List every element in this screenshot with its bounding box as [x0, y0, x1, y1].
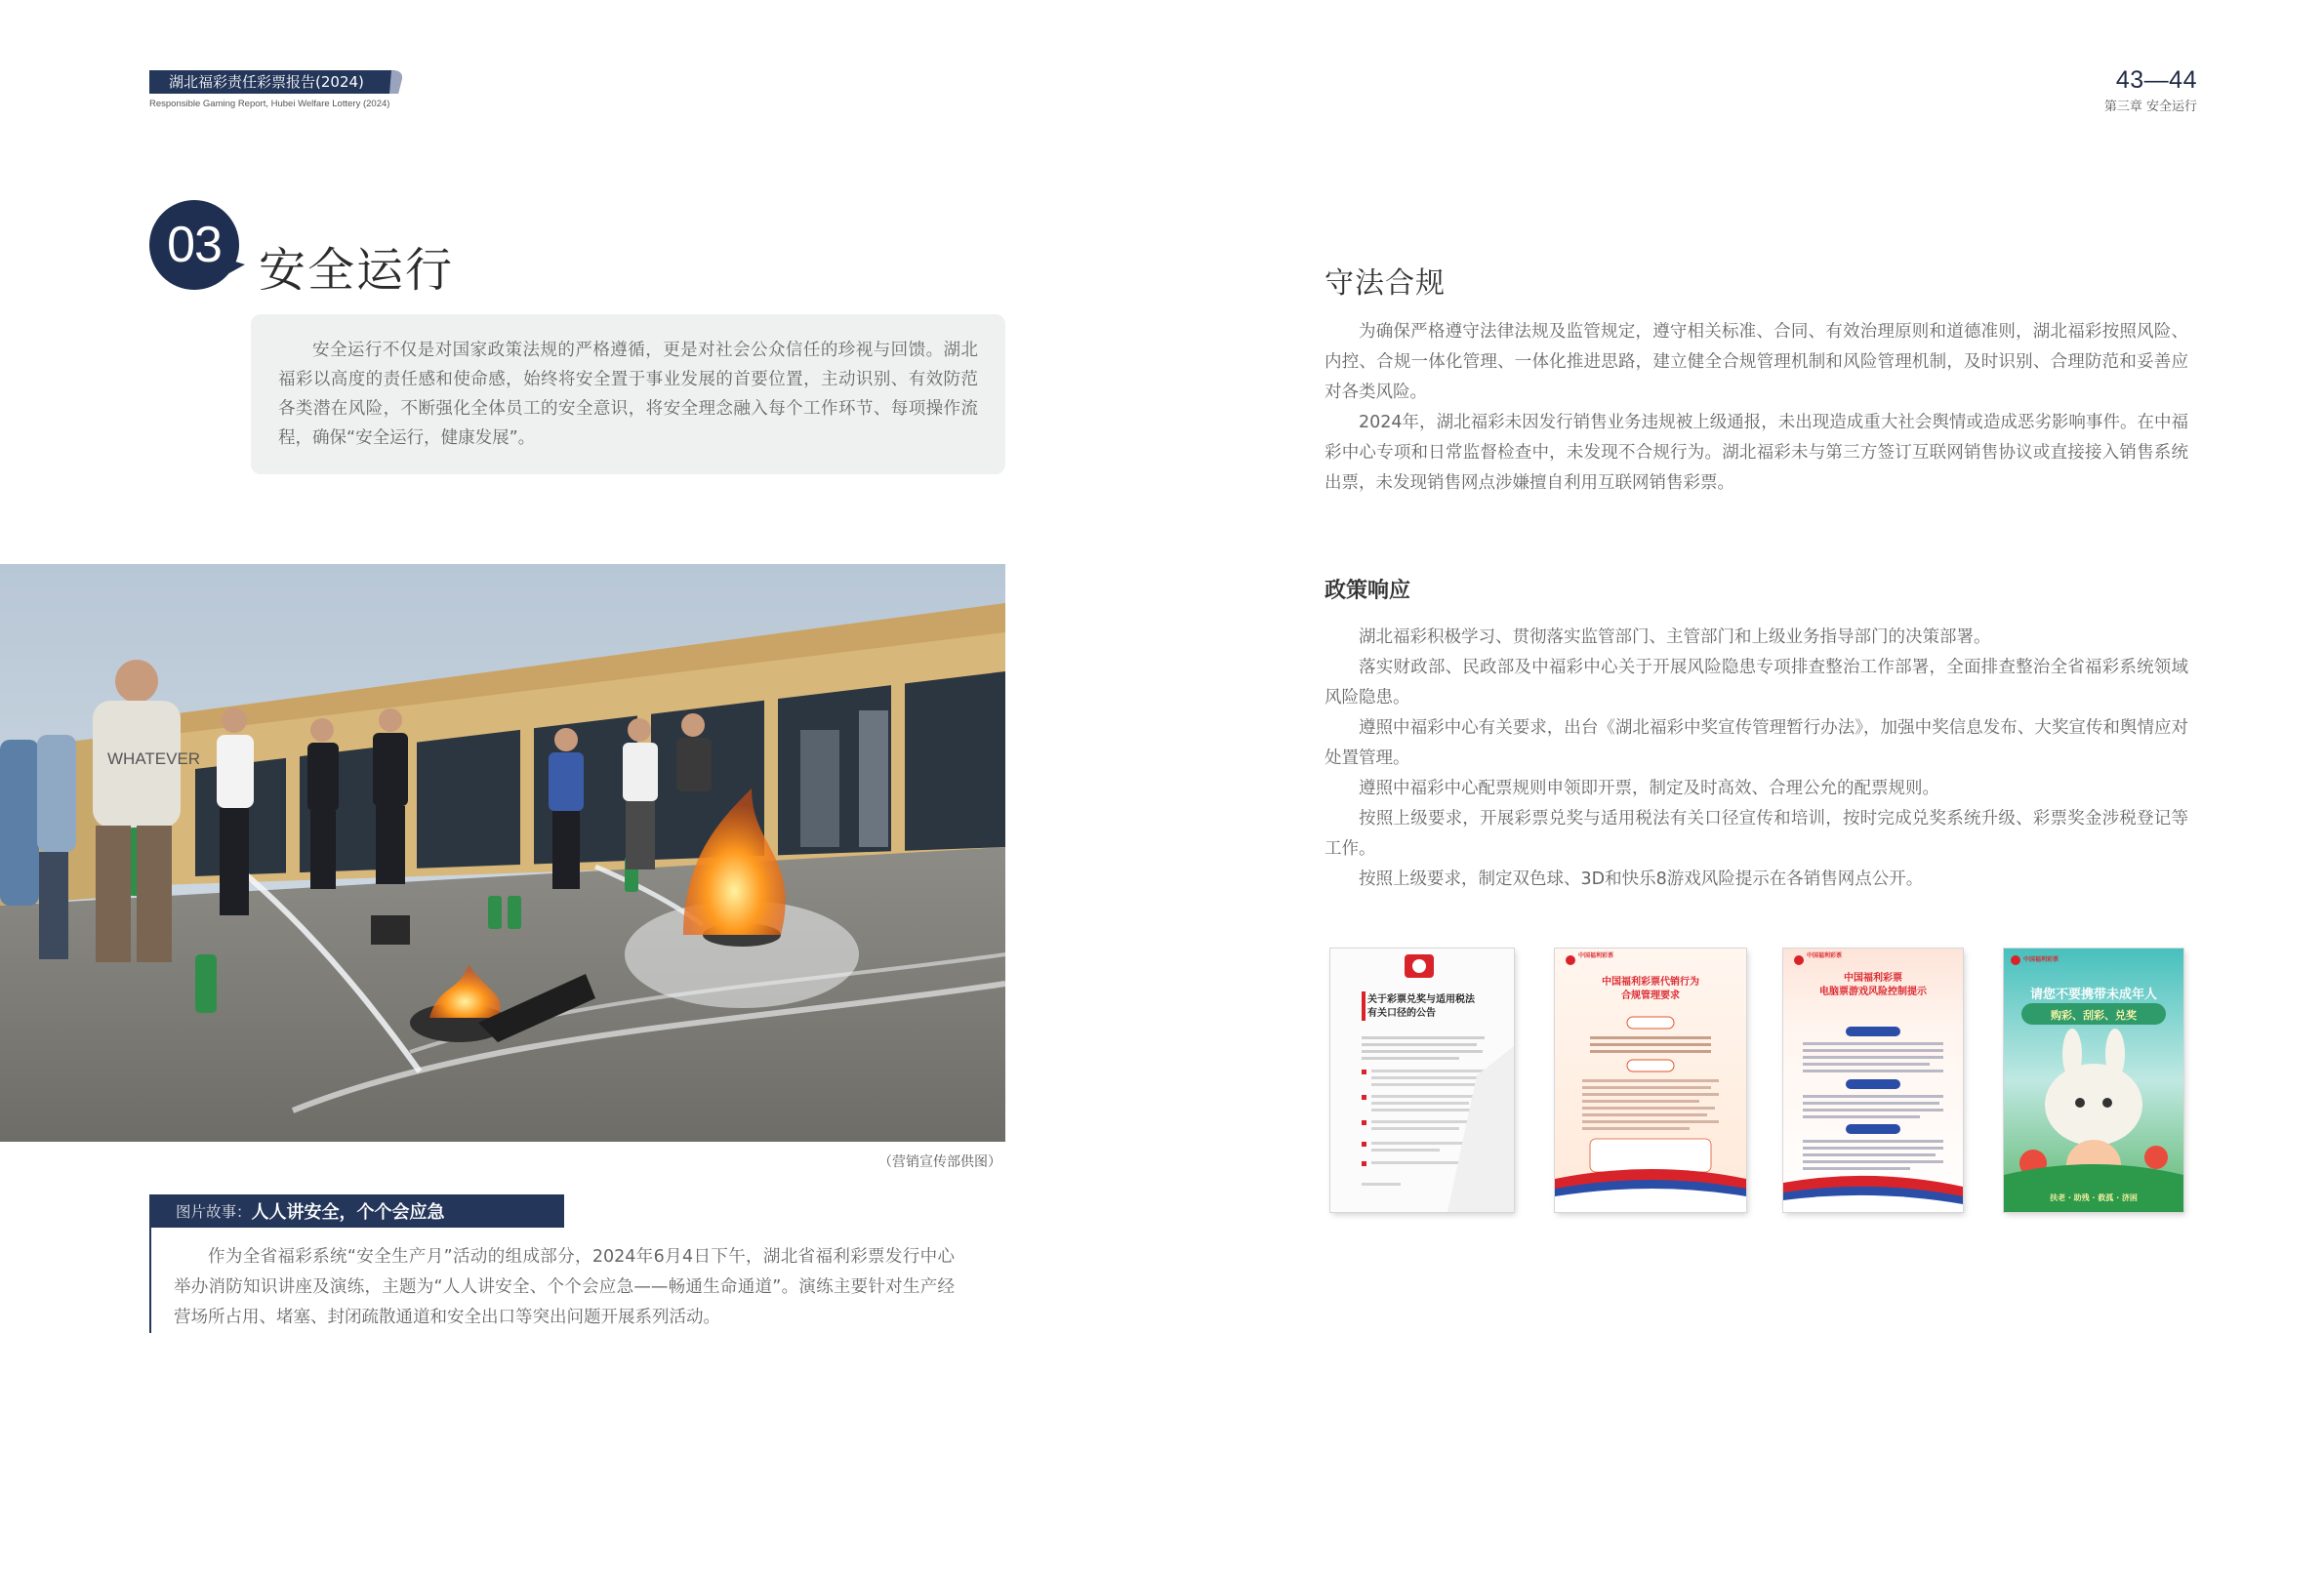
- photo-caption: （营销宣传部供图）: [878, 1154, 1001, 1170]
- policy-paragraph: 遵照中福彩中心配票规则申领即开票，制定及时高效、合理公允的配票规则。: [1359, 779, 1939, 798]
- compliance-paragraph: 2024年，湖北福彩未因发行销售业务违规被上级通报，未出现造成重大社会舆情或造成恶劣影响事件。在中福彩中心专项和日常监督检查中，未发现不合规行为。湖北福彩未与第三方签订互联网销售协议或直接接入销售系统出票，未发现销售网点涉嫌擅自利用互联网销售彩票。: [1325, 413, 2188, 493]
- poster-no-minors-title: 请您不要携带未成年人: [2029, 988, 2157, 1002]
- poster-logo-text: 中国福利彩票: [2023, 956, 2059, 963]
- poster-agent-compliance-title: [1555, 976, 1746, 1003]
- poster-logo-text: 中国福利彩票: [1578, 952, 1614, 959]
- policy-paragraph: 按照上级要求，开展彩票兑奖与适用税法有关口径宣传和培训，按时完成兑奖系统升级、彩票奖金涉税登记等工作。: [1325, 809, 2188, 859]
- poster-tax-notice-title: [1367, 993, 1475, 1021]
- policy-paragraph: 湖北福彩积极学习、贯彻落实监管部门、主管部门和上级业务指导部门的决策部署。: [1359, 627, 1991, 647]
- poster-logo-text: 中国福利彩票: [1807, 952, 1843, 959]
- section-number-badge: [149, 200, 245, 290]
- report-title: 湖北福彩责任彩票报告(2024): [169, 73, 364, 91]
- policy-heading: 政策响应: [1325, 579, 1411, 603]
- section-number: 03: [167, 217, 222, 273]
- poster-risk-control-title: [1783, 972, 1963, 999]
- poster-agent-compliance: [1555, 949, 1746, 1212]
- photo-story-prefix: 图片故事：: [176, 1203, 252, 1221]
- policy-paragraph: 遵照中福彩中心有关要求，出台《湖北福彩中奖宣传管理暂行办法》，加强中奖信息发布、大奖宣传和舆情应对处置管理。: [1325, 718, 2188, 768]
- poster-tax-notice-graphic: [1330, 949, 1514, 1212]
- photo-story-title: 人人讲安全，个个会应急: [251, 1202, 445, 1223]
- compliance-heading: 守法合规: [1325, 266, 1446, 301]
- photo-story-bar: [149, 1194, 564, 1228]
- chapter-label: 第三章 安全运行: [2103, 100, 2197, 114]
- shirt-print: WHATEVER: [107, 749, 201, 768]
- section-intro-text: 安全运行不仅是对国家政策法规的严格遵循，更是对社会公众信任的珍视与回馈。湖北福彩以高度的责任感和使命感，始终将安全置于事业发展的首要位置，主动识别、有效防范各类潜在风险，不断强化全体员工的安全意识，将安全理念融入每个工作环节、每项操作流程，确保“安全运行，健康发展”。: [278, 341, 978, 448]
- poster-title-line: 电脑票游戏风险控制提示: [1819, 987, 1927, 997]
- photo-story-text: 作为全省福彩系统“安全生产月”活动的组成部分，2024年6月4日下午，湖北省福利彩票发行中心举办消防知识讲座及演练，主题为“人人讲安全、个个会应急——畅通生命通道”。演练主要针对生产经营场所占用、堵塞、封闭疏散通道和安全出口等突出问题开展系列活动。: [174, 1247, 955, 1327]
- fire-drill-photo: [0, 564, 1005, 1142]
- section-title: 安全运行: [259, 243, 455, 298]
- poster-title-line: 中国福利彩票: [1844, 973, 1902, 984]
- compliance-paragraph: 为确保严格遵守法律法规及监管规定，遵守相关标准、合同、有效治理原则和道德准则，湖北福彩按照风险、内控、合规一体化管理、一体化推进思路，建立健全合规管理机制和风险管理机制，及时识别、合理防范和妥善应对各类风险。: [1325, 322, 2188, 402]
- poster-title-line: 中国福利彩票代销行为: [1602, 977, 1699, 988]
- poster-title-line: 有关口径的公告: [1367, 1008, 1436, 1019]
- section-intro-box: [251, 314, 1005, 474]
- poster-tax-notice: [1330, 949, 1514, 1212]
- policy-paragraph: 按照上级要求，制定双色球、3D和快乐8游戏风险提示在各销售网点公开。: [1359, 869, 1924, 889]
- photo-story-divider: [149, 1228, 151, 1333]
- page-numbers: 43—44: [2115, 66, 2197, 94]
- poster-title-line: 关于彩票兑奖与适用税法: [1367, 994, 1475, 1005]
- poster-title-line: 合规管理要求: [1621, 990, 1680, 1001]
- poster-no-minors-banner: 购彩、刮彩、兑奖: [2051, 1009, 2137, 1022]
- report-title-tag: [149, 70, 405, 94]
- mascot-figure-icon: [2045, 1064, 2142, 1146]
- poster-risk-control: [1783, 949, 1963, 1212]
- poster-no-minors-footer: 扶老 · 助残 · 救孤 · 济困: [2050, 1193, 2138, 1202]
- poster-no-minors: [2004, 949, 2183, 1212]
- policy-paragraph: 落实财政部、民政部及中福彩中心关于开展风险隐患专项排查整治工作部署，全面排查整治全省福彩系统领域风险隐患。: [1325, 658, 2188, 707]
- report-title-english: Responsible Gaming Report, Hubei Welfare Lottery (2024): [149, 99, 390, 109]
